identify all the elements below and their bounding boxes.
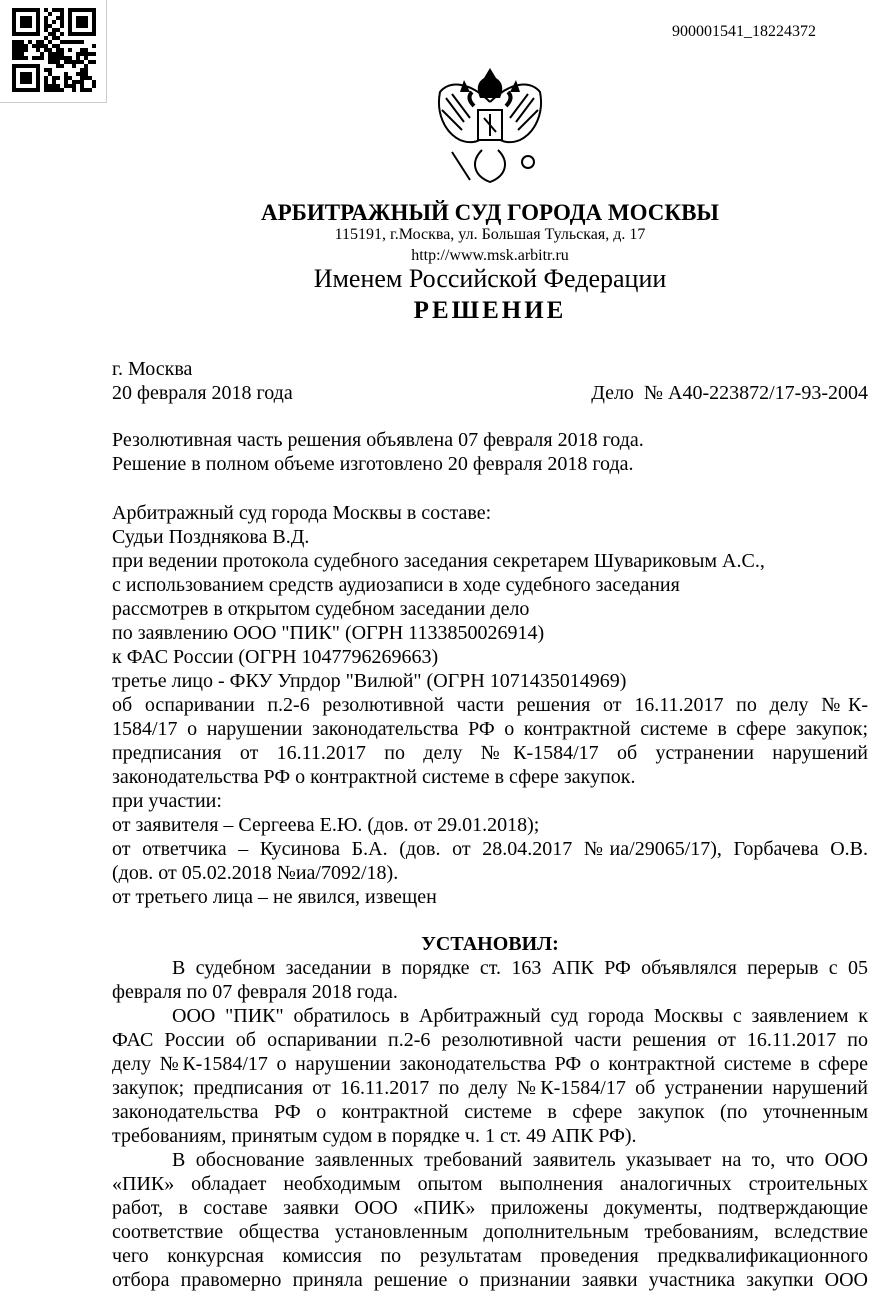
findings-paragraphs	[112, 956, 868, 1292]
composition-line: по заявлению ООО "ПИК" (ОГРН 1133850026914)	[112, 622, 545, 644]
qr-module	[60, 48, 64, 52]
date-case-row	[112, 381, 868, 405]
qr-module	[72, 40, 76, 44]
qr-module	[12, 56, 16, 60]
produced-date-line: Решение в полном объеме изготовлено 20 февраля 2018 года.	[112, 453, 634, 475]
participants-label: при участии:	[112, 790, 222, 812]
qr-module	[60, 12, 64, 16]
document-type-title: РЕШЕНИЕ	[413, 297, 567, 324]
participant-line: (дов. от 05.02.2018 №иа/7092/18).	[112, 862, 399, 884]
in-the-name-heading: Именем Российской Федерации	[313, 264, 667, 293]
qr-module	[88, 52, 92, 56]
qr-module	[48, 40, 52, 44]
qr-module	[40, 44, 44, 48]
qr-module	[44, 88, 48, 92]
qr-module	[80, 76, 84, 80]
qr-module	[52, 32, 56, 36]
qr-module	[44, 24, 48, 28]
qr-module	[84, 72, 88, 76]
qr-module	[52, 56, 56, 60]
qr-module	[52, 8, 56, 12]
qr-module	[48, 52, 52, 56]
qr-module	[76, 40, 80, 44]
qr-module	[68, 56, 72, 60]
qr-module	[56, 8, 60, 12]
qr-module	[48, 12, 52, 16]
qr-module	[56, 64, 60, 68]
qr-module	[80, 88, 84, 92]
qr-code-icon	[12, 8, 96, 92]
qr-module	[72, 60, 76, 64]
qr-module	[80, 48, 84, 52]
qr-module	[68, 76, 72, 80]
paragraph-line: ООО "ПИК" обратилось в Арбитражный суд города Москвы с заявлением к	[172, 1005, 868, 1027]
qr-module	[84, 64, 88, 68]
qr-module	[60, 88, 64, 92]
qr-module	[68, 60, 72, 64]
qr-module	[92, 60, 96, 64]
qr-module	[76, 60, 80, 64]
qr-module	[24, 48, 28, 52]
case-subject	[112, 693, 868, 789]
composition-line: третье лицо - ФКУ Упрдор "Вилюй" (ОГРН 1071435014969)	[112, 670, 627, 692]
paragraph	[112, 1004, 868, 1148]
qr-module	[52, 44, 56, 48]
subject-line: предписания от 16.11.2017 по делу №К-1584/17 об устранении нарушений	[112, 742, 868, 764]
qr-module	[36, 56, 40, 60]
qr-module	[52, 84, 56, 88]
qr-module	[32, 56, 36, 60]
qr-module	[92, 80, 96, 84]
qr-module	[60, 64, 64, 68]
qr-module	[80, 68, 84, 72]
qr-module	[84, 48, 88, 52]
court-composition	[112, 501, 868, 693]
qr-module	[64, 76, 68, 80]
qr-module	[48, 60, 52, 64]
city: г. Москва	[112, 358, 193, 380]
qr-module	[28, 40, 32, 44]
qr-module	[20, 48, 24, 52]
qr-module	[12, 44, 16, 48]
qr-module	[72, 80, 76, 84]
qr-module	[56, 16, 60, 20]
paragraph-line: делу №К-1584/17 о нарушении законодательства РФ о контрактной системе в сфере	[112, 1053, 868, 1075]
qr-module	[56, 44, 60, 48]
qr-module	[68, 48, 72, 52]
qr-module	[44, 84, 48, 88]
qr-module	[52, 88, 56, 92]
qr-module	[44, 28, 48, 32]
paragraph-line: отбора правомерно приняла решение о признании заявки участника закупки ООО	[112, 1269, 868, 1291]
participant-line: от третьего лица – не явился, извещен	[112, 886, 437, 908]
qr-module	[44, 20, 48, 24]
qr-module	[44, 76, 48, 80]
qr-module	[60, 8, 64, 12]
paragraph-line: закупок; предписания от 16.11.2017 по делу №К-1584/17 об устранении нарушений	[112, 1077, 868, 1099]
qr-module	[84, 88, 88, 92]
announced-date-line: Резолютивная часть решения объявлена 07 февраля 2018 года.	[112, 429, 644, 451]
paragraph-line: В обоснование заявленных требований заявитель указывает на то, что ООО	[172, 1149, 868, 1171]
paragraph-line: чего конкурсная комиссия по результатам проведения предквалификационного	[112, 1245, 868, 1267]
section-title: УСТАНОВИЛ:	[421, 933, 559, 955]
qr-module	[56, 60, 60, 64]
court-address: 115191, г.Москва, ул. Большая Тульская, д. 17	[334, 226, 646, 243]
qr-module	[88, 76, 92, 80]
qr-module	[16, 48, 20, 52]
qr-module	[56, 84, 60, 88]
paragraph-line: ФАС России об оспаривании п.2-6 резолютивной части решения от 16.11.2017 по	[112, 1029, 868, 1051]
qr-module	[76, 80, 80, 84]
participant-line: от ответчика – Кусинова Б.А. (дов. от 28.04.2017 №иа/29065/17), Горбачева О.В.	[112, 838, 868, 860]
qr-module	[52, 20, 56, 24]
qr-module	[48, 88, 52, 92]
case-number: Дело № А40-223872/17-93-2004	[591, 382, 868, 404]
qr-module	[24, 56, 28, 60]
composition-line: Судьи Позднякова В.Д.	[112, 526, 310, 548]
qr-module	[36, 40, 40, 44]
decision-date: 20 февраля 2018 года	[112, 382, 293, 404]
qr-module	[84, 76, 88, 80]
qr-module	[60, 40, 64, 44]
qr-module	[56, 28, 60, 32]
qr-module	[64, 60, 68, 64]
paragraph-line: законодательства РФ о контрактной системе в сфере закупок (по уточненным	[112, 1101, 868, 1123]
qr-module	[80, 40, 84, 44]
subject-line: 1584/17 о нарушении законодательства РФ о контрактной системе в сфере закупок;	[112, 718, 868, 740]
qr-module	[52, 36, 56, 40]
qr-module	[80, 84, 84, 88]
qr-module	[72, 84, 76, 88]
subject-line: законодательства РФ о контрактной системе в сфере закупок.	[112, 766, 636, 788]
document-body	[112, 357, 868, 1292]
qr-module	[36, 44, 40, 48]
qr-module	[48, 48, 52, 52]
qr-module	[76, 72, 80, 76]
qr-module	[60, 56, 64, 60]
qr-module	[48, 72, 52, 76]
qr-module	[32, 44, 36, 48]
composition-line: при ведении протокола судебного заседания секретарем Шувариковым А.С.,	[112, 550, 765, 572]
qr-module	[92, 52, 96, 56]
qr-module	[44, 80, 48, 84]
qr-finder-core	[20, 72, 32, 84]
qr-module	[44, 44, 48, 48]
qr-finder-core	[76, 16, 88, 28]
qr-module	[36, 48, 40, 52]
paragraph-line: работ, в составе заявки ООО «ПИК» приложены документы, подтверждающие	[112, 1197, 868, 1219]
composition-line: с использованием средств аудиозаписи в ходе судебного заседания	[112, 574, 680, 596]
qr-module	[60, 52, 64, 56]
qr-module	[60, 24, 64, 28]
subject-line: об оспаривании п.2-6 резолютивной части решения от 16.11.2017 по делу №К-	[112, 694, 868, 716]
qr-module	[60, 32, 64, 36]
qr-module	[56, 52, 60, 56]
qr-module	[48, 84, 52, 88]
qr-module	[48, 24, 52, 28]
qr-module	[16, 44, 20, 48]
qr-module	[40, 52, 44, 56]
qr-module	[64, 72, 68, 76]
qr-module	[68, 40, 72, 44]
qr-module	[44, 68, 48, 72]
qr-module	[12, 48, 16, 52]
qr-module	[12, 40, 16, 44]
qr-module	[76, 52, 80, 56]
paragraph-line: требованиям, принятым судом в порядке ч. 1 ст. 49 АПК РФ).	[112, 1125, 637, 1147]
qr-module	[60, 16, 64, 20]
qr-module	[52, 28, 56, 32]
qr-module	[84, 68, 88, 72]
qr-module	[44, 16, 48, 20]
paragraph-line: февраля по 07 февраля 2018 года.	[112, 981, 398, 1003]
composition-line: Арбитражный суд города Москвы в составе:	[112, 502, 492, 524]
qr-module	[56, 88, 60, 92]
qr-module	[88, 88, 92, 92]
qr-module	[60, 20, 64, 24]
qr-module	[80, 72, 84, 76]
qr-module	[20, 52, 24, 56]
paragraph-line: «ПИК» обладает необходимым опытом выполнения аналогичных строительных	[112, 1173, 868, 1195]
qr-module	[52, 80, 56, 84]
paragraph	[112, 1148, 868, 1292]
qr-module	[16, 52, 20, 56]
qr-module	[44, 48, 48, 52]
qr-module	[52, 60, 56, 64]
qr-module	[48, 68, 52, 72]
participants-list	[112, 813, 868, 909]
qr-finder-core	[20, 16, 32, 28]
qr-module	[44, 8, 48, 12]
qr-module	[64, 84, 68, 88]
paragraph	[112, 956, 868, 1004]
qr-module	[56, 56, 60, 60]
court-name: АРБИТРАЖНЫЙ СУД ГОРОДА МОСКВЫ	[261, 200, 719, 225]
qr-module	[20, 56, 24, 60]
qr-module	[20, 40, 24, 44]
qr-module	[92, 84, 96, 88]
qr-module	[12, 52, 16, 56]
qr-module	[68, 84, 72, 88]
qr-module	[24, 44, 28, 48]
qr-module	[52, 52, 56, 56]
coat-of-arms-icon	[430, 62, 550, 184]
qr-module	[56, 76, 60, 80]
composition-line: к ФАС России (ОГРН 1047796269663)	[112, 646, 439, 668]
qr-module	[40, 40, 44, 44]
qr-module	[72, 64, 76, 68]
qr-module	[80, 52, 84, 56]
qr-module	[20, 44, 24, 48]
qr-module	[84, 52, 88, 56]
qr-module	[64, 40, 68, 44]
qr-module	[84, 56, 88, 60]
qr-module	[64, 56, 68, 60]
qr-module	[64, 80, 68, 84]
paragraph-line: соответствие общества установленным дополнительным требованиям, вследствие	[112, 1221, 868, 1243]
composition-line: рассмотрев в открытом судебном заседании дело	[112, 598, 530, 620]
qr-module	[56, 36, 60, 40]
court-website-link[interactable]: http://www.msk.arbitr.ru	[411, 247, 569, 264]
document-id: 900001541_18224372	[672, 23, 816, 40]
qr-module	[92, 44, 96, 48]
qr-code-frame	[0, 0, 107, 103]
qr-module	[80, 80, 84, 84]
participant-line: от заявителя – Сергеева Е.Ю. (дов. от 29.01.2018);	[112, 814, 540, 836]
paragraph-line: В судебном заседании в порядке ст. 163 АПК РФ объявлялся перерыв с 05	[172, 957, 868, 979]
qr-module	[76, 56, 80, 60]
qr-module	[40, 56, 44, 60]
qr-module	[48, 56, 52, 60]
qr-module	[72, 88, 76, 92]
qr-module	[16, 56, 20, 60]
qr-module	[80, 60, 84, 64]
qr-module	[52, 76, 56, 80]
qr-module	[44, 36, 48, 40]
qr-module	[88, 60, 92, 64]
qr-module	[56, 48, 60, 52]
qr-module	[16, 40, 20, 44]
qr-module	[48, 32, 52, 36]
